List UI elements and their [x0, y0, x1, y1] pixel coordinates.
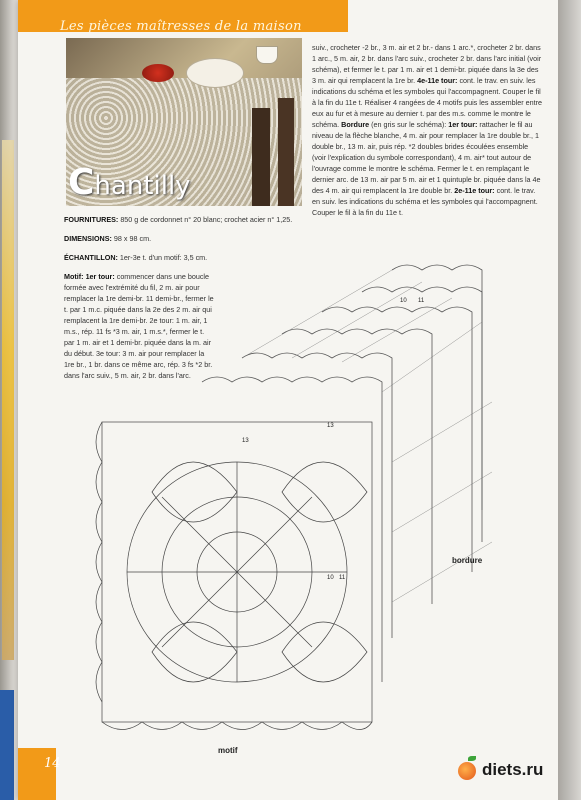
motif-label-diagram: motif	[218, 746, 238, 755]
adjacent-page-blue	[0, 690, 14, 800]
motif-tour-label: 1er tour:	[85, 272, 115, 281]
row-number-13-b: 13	[327, 423, 334, 429]
bordure-label-diagram: bordure	[452, 556, 483, 565]
photo-chair-left	[252, 108, 270, 206]
bordure-label: Bordure	[341, 120, 370, 129]
bordure-text: (en gris sur le schéma):	[371, 120, 447, 129]
page-number: 14	[44, 756, 61, 771]
dimensions-text: 98 x 98 cm.	[113, 234, 152, 243]
crochet-diagram	[92, 262, 522, 782]
bordure-scallops	[202, 265, 482, 682]
site-watermark[interactable]: diets.ru	[482, 760, 544, 779]
apple-logo-icon	[458, 762, 476, 780]
motif-text: commencer dans une boucle formée avec l'extrémité du fil, 2 m. air pour remplacer la 1re demi-br. 11 demi-br., fermer le t. par 1 m.c. piquée dans la 2e des 2 m. air qui remplacent la 1re demi-br. 2e tour: 1 m. air, 1 m.s., rép. 11 fs *3 m. air, 1 m.s.*, fermer le t. par 1 m. air et 1 demi-br. piquée dans la m. air du début. 3e tour: 3 m. air pour remplacer la 1re br., 1 br. dans ce même arc, rép. 3 fs *2 br. dans l'arc suiv., 5 m. air, 2 br. dans l'arc.	[64, 272, 214, 380]
motif-bottom-scallops	[102, 722, 372, 730]
bordure-tour-label: 1er tour:	[448, 120, 478, 129]
echantillon-text: 1er-3e t. d'un motif: 3,5 cm.	[119, 253, 208, 262]
photo-cup	[256, 46, 278, 64]
echantillon-label: ÉCHANTILLON:	[64, 253, 118, 262]
motif-petal-tl	[152, 462, 237, 522]
motif-left-scallops	[96, 422, 102, 702]
scallop-row-4	[282, 329, 432, 604]
tour4-label: 4e-11e tour:	[417, 76, 458, 85]
row-number-10-b: 10	[327, 575, 334, 581]
mesh-lines	[242, 270, 492, 602]
title-first-letter: C	[68, 162, 95, 203]
fournitures-text: 850 g de cordonnet n° 20 blanc; crochet acier n° 1,25.	[120, 215, 293, 224]
row-number-11: 11	[418, 298, 425, 304]
right-column	[312, 42, 544, 218]
motif-petal-br	[282, 622, 367, 682]
tour2-label: 2e-11e tour:	[454, 186, 495, 195]
photo-chair-right	[278, 98, 294, 206]
dimensions-label: DIMENSIONS:	[64, 234, 112, 243]
row-number-11-b: 11	[339, 575, 346, 581]
section-title: Les pièces maîtresses de la maison	[60, 19, 302, 34]
fournitures-label: FOURNITURES:	[64, 215, 119, 224]
bordure-text-2: rattacher le fil au niveau de la flèche blanche, 4 m. air pour remplacer la 1re double br., 1 double br., 13 m. air, puis rép. *2 doubles brides écoulées ensemble (voir l'explication du symbole correspondant), 4 m. air* tout autour de l'ouvrage comme le montre le schéma. Fermer le t. en remplaçant le dernier arc. de 13 m. air par 5 m. air et 1 quintuple br. piquée dans la 4e des 4 m. air qui remplacent la 1re double br.	[312, 120, 541, 195]
tour2-text: cont. le trav. en suiv. les indications du schéma et les symboles qui l'accompagnent. Couper le fil à la fin du 11e t.	[312, 186, 538, 217]
page-edge	[558, 0, 581, 800]
scallop-row-2	[362, 287, 482, 542]
tour4-text: cont. le trav. en suiv. les indications du schéma et les symboles qui l'accompagnent. Couper le fil à la fin du 11e t. Réaliser 4 rangées de 4 motifs puis les assembler entre eux au fur et à mesure au dernier t. par des m.s. comme le montre le schéma.	[312, 76, 542, 129]
scallop-row-5	[242, 353, 392, 638]
row-number-13-a: 13	[242, 438, 249, 444]
photo-fruit	[142, 64, 174, 82]
scallop-row-6	[202, 377, 382, 682]
adjacent-page-strip	[2, 140, 14, 660]
motif-label: Motif:	[64, 272, 84, 281]
leaf-icon	[468, 756, 476, 761]
motif-petal-bl	[152, 622, 237, 682]
motif-petal-tr	[282, 462, 367, 522]
row-number-10: 10	[400, 298, 407, 304]
scallop-row-3	[322, 307, 472, 572]
right-text-1: suiv., crocheter -2 br., 3 m. air et 2 br.- dans 1 arc.*, crocheter 2 br. dans 1 arc., 5 m. air, 2 br. dans l'arc suiv., crocheter 2 br. dans l'arc initial (voir schéma), et fermer le t. par 1 m. air et 1 demi-br. piquée dans la 3e des 3 m. air qui remplacent la 1re br.	[312, 43, 542, 85]
page-title	[68, 162, 191, 203]
title-rest: hantilly	[94, 171, 191, 201]
photo-plate	[186, 58, 244, 88]
